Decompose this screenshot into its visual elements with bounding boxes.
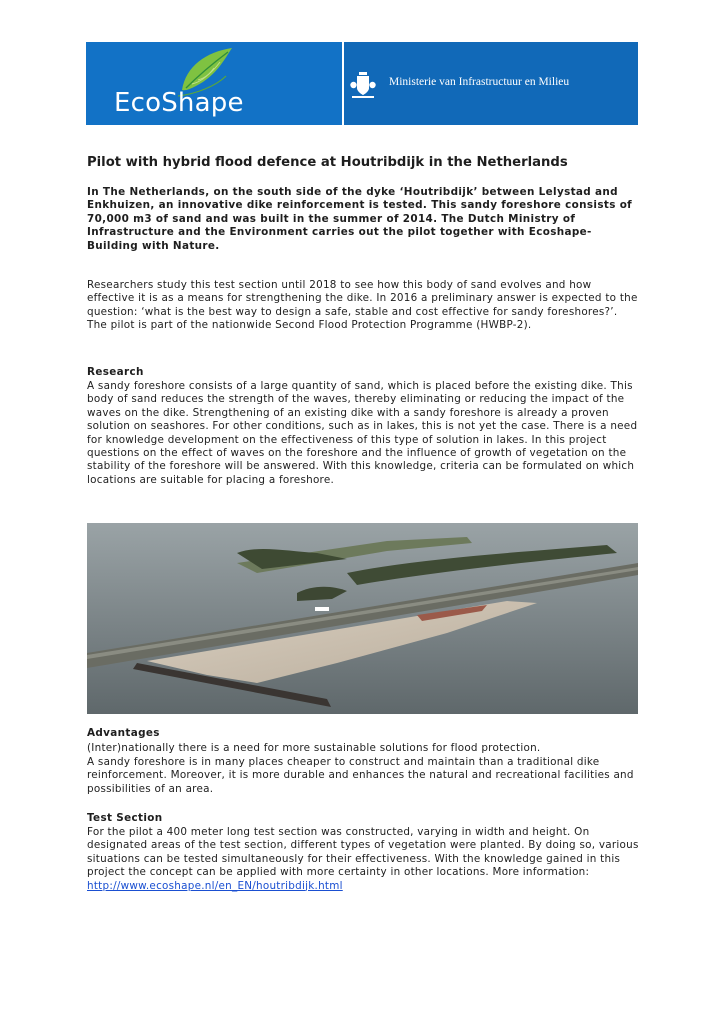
more-information-link[interactable]: http://www.ecoshape.nl/en_EN/houtribdijk.html [87,879,343,892]
dutch-government-crest-icon [349,70,377,100]
paragraph-overview: Researchers study this test section until 2018 to see how this body of sand evolves and how effective it is as a means for strengthening the dike. In 2016 a preliminary answer is expected to the question: ‘what is the best way to design a safe, stable and cost effective for sandy foreshores?’. The pilot is part of the nationwide Second Flood Protection Programme (HWBP-2). [87,279,638,332]
advantages-line-1: (Inter)nationally there is a need for more sustainable solutions for flood protection. [87,742,541,754]
ecoshape-logo-text: EcoShape [114,88,244,118]
dike-aerial-photo [87,523,638,714]
dike-photo-illustration [87,523,638,714]
research-heading: Research [87,366,144,378]
ministry-name: Ministerie van Infrastructuur en Milieu [389,76,570,88]
test-section-body: For the pilot a 400 meter long test section was constructed, varying in width and height. On designated areas of the test section, different types of vegetation were planted. By doing so, various situations can be tested simultaneously for their effectiveness. With the knowledge gained in this project the concept can be applied with more certainty in other locations. More information: [87,826,639,879]
article-title: Pilot with hybrid flood defence at Houtribdijk in the Netherlands [87,155,568,170]
research-text: A sandy foreshore consists of a large quantity of sand, which is placed before the existing dike. This body of sand reduces the strength of the waves, thereby eliminating or reducing the impact of the waves on the dike. Strengthening of an existing dike with a sandy foreshore is already a proven solution on seashores. For other conditions, such as in lakes, this is not yet the case. There is a need for knowledge development on the effectiveness of this type of solution in lakes. In this project questions on the effect of waves on the foreshore and the influence of growth of vegetation on the stability of the foreshore will be answered. With this knowledge, criteria can be formulated on which locations are suitable for placing a foreshore. [87,380,638,486]
test-section-text [87,826,639,893]
article-intro: In The Netherlands, on the south side of the dyke ‘Houtribdijk’ between Lelystad and Enkhuizen, an innovative dike reinforcement is tested. This sandy foreshore consists of 70,000 m3 of sand and was built in the summer of 2014. The Dutch Ministry of Infrastructure and the Environment carries out the pilot together with Ecoshape-Building with Nature. [87,186,633,252]
header-banner [86,42,638,125]
ecoshape-logo-panel [86,42,342,125]
advantages-text: A sandy foreshore is in many places cheaper to construct and maintain than a traditional dike reinforcement. Moreover, it is more durable and enhances the natural and recreational facilities and possibilities of an area. [87,756,634,795]
test-section-heading: Test Section [87,812,163,824]
advantages-heading: Advantages [87,727,160,739]
